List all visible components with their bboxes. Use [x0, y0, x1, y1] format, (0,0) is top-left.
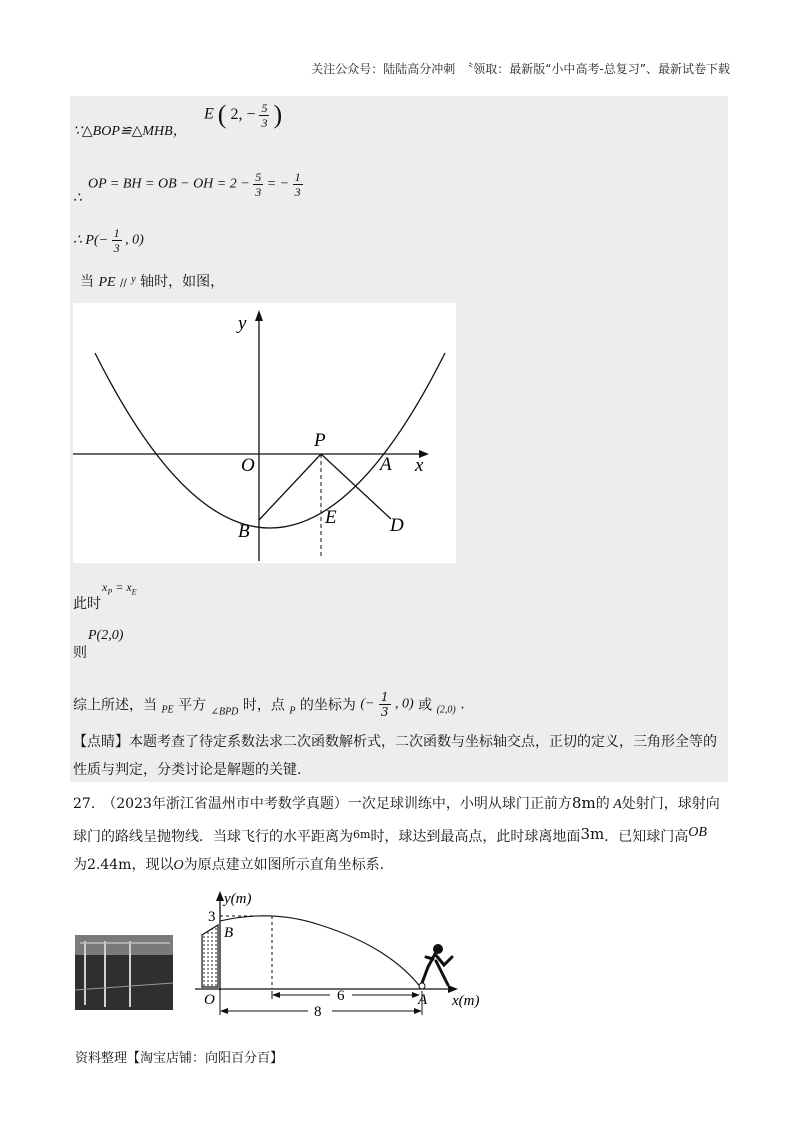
problem-27-line-1: 27. （2023年浙江省温州市中考数学真题）一次足球训练中，小明从球门正前方8m的 A处射门，球射向 — [73, 794, 720, 812]
ball-trajectory — [220, 916, 422, 989]
therefore-symbol: ∴ — [73, 191, 82, 206]
label-a2: A — [418, 992, 428, 1008]
player-figure — [419, 944, 452, 989]
label-three: 3 — [208, 909, 216, 925]
page-header: 关注公众号：陆陆高分冲刺 〝领取：最新版“小中高考-总复习”、最新试卷下载 — [311, 62, 730, 76]
label-o: O — [241, 455, 255, 476]
label-six: 6 — [337, 988, 345, 1004]
case-two-line: 当 PE // $^y$ 轴时，如图， — [80, 274, 225, 290]
label-e: E — [325, 507, 337, 528]
label-d: D — [390, 515, 404, 536]
comment-line-2: 性质与判定，分类讨论是解题的关键. — [73, 762, 302, 778]
label-p: P — [314, 430, 326, 451]
problem-27-line-3: 为2.44m，现以O为原点建立如图所示直角坐标系. — [73, 857, 385, 873]
page-footer: 资料整理【淘宝店铺：向阳百分百】 — [75, 1051, 284, 1066]
op-equation: OP = BH = OB − OH = 2 − $\frac{5}{3}$ = − $\frac{1}{3}$ — [88, 170, 301, 199]
trajectory-diagram — [190, 887, 490, 1022]
point-e-coords: E ( 2, − $\frac{5}{3}$ ) — [204, 100, 283, 130]
label-x: x — [415, 455, 424, 476]
label-xm: x(m) — [452, 993, 480, 1009]
fraction-1-3: $\frac{1}{3}$ — [294, 170, 301, 199]
goal-post — [202, 925, 218, 987]
p-coordinate-line: ∴ P(− $\frac{1}{3}$ , 0) — [73, 226, 144, 255]
comment-block — [73, 728, 728, 784]
then-label-2: 则 — [73, 645, 87, 661]
y-axis-2-arrow — [216, 891, 224, 901]
label-b2: B — [224, 925, 234, 941]
y-axis-arrow — [255, 310, 263, 321]
soccer-field-photo — [75, 935, 173, 1010]
label-eight: 8 — [314, 1004, 322, 1020]
label-ym: y(m) — [224, 891, 252, 907]
x-axis-2-arrow — [448, 985, 458, 993]
congruence-text: ∵△BOP≌△MHB， — [73, 124, 187, 139]
fraction-5-3b: $\frac{5}{3}$ — [255, 170, 262, 199]
problem-27 — [73, 789, 728, 880]
segment-bp — [259, 454, 321, 520]
comment-line-1: 【点睛】本题考查了待定系数法求二次函数解析式，二次函数与坐标轴交点，正切的定义，三角形全等的 — [73, 734, 717, 750]
then-label: 此时 — [73, 596, 101, 612]
parabola-figure — [73, 303, 456, 563]
xp-equals-xe: $x_P = x_E$ — [102, 580, 137, 597]
congruence-line — [73, 120, 187, 140]
problem-27-line-2: 球门的路线呈抛物线．当球飞行的水平距离为$^{6m}$时，球达到最高点，此时球离地面3m．已知球门高OB — [73, 825, 707, 845]
summary-line: 综上所述，当 $_{PE}$ 平方 $_{\angle BPD}$ 时，点 $_P$ 的坐标为 (− $\frac{1}{3}$ , 0) 或 $_{(2,0)}$ . — [73, 690, 465, 719]
label-o2: O — [204, 992, 215, 1008]
parabola-curve — [95, 353, 445, 528]
fraction-5-3: $\frac{5}{3}$ — [261, 100, 268, 130]
label-a: A — [380, 454, 392, 475]
label-y: y — [238, 313, 247, 334]
parabola-graph — [73, 303, 456, 563]
p-equals-2-0: P(2,0) — [88, 628, 124, 643]
label-b: B — [238, 521, 250, 542]
trajectory-figure — [190, 887, 490, 1022]
